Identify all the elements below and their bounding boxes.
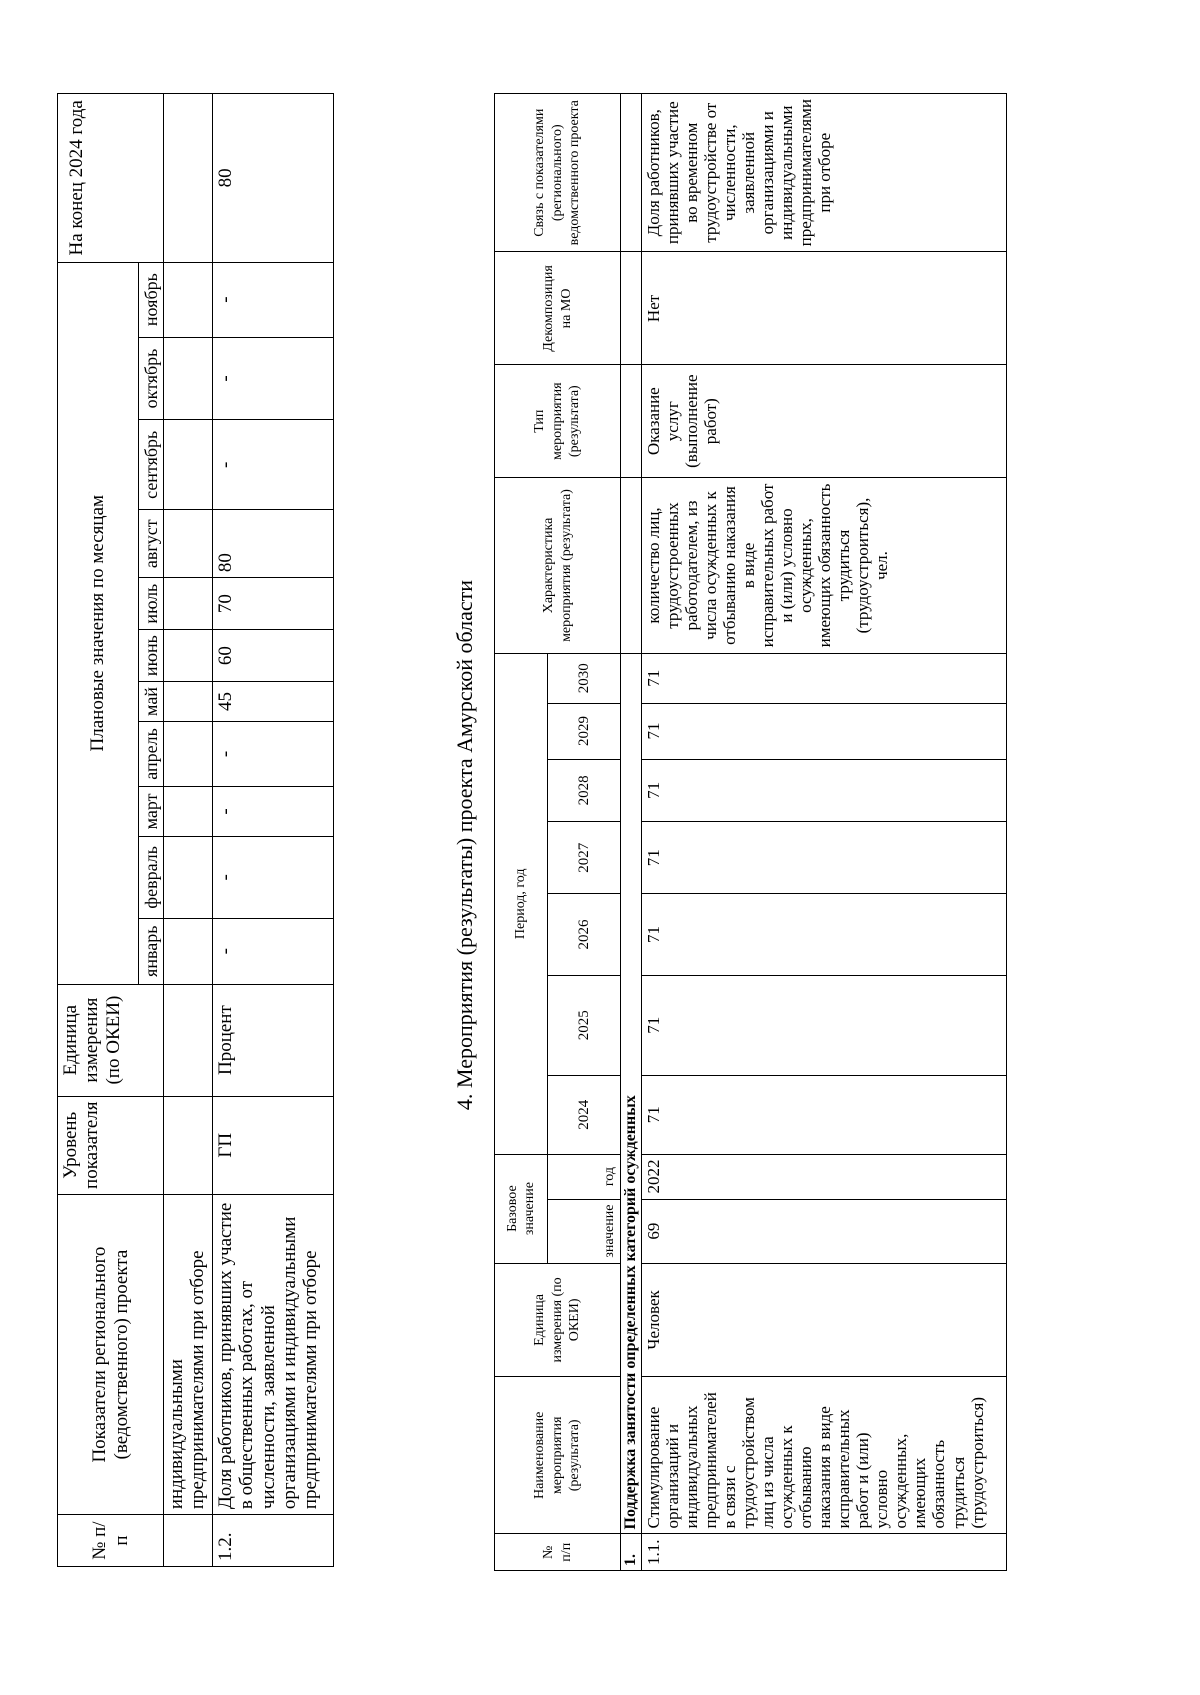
cell-level [164, 1096, 213, 1194]
header-month: ноябрь [139, 262, 164, 337]
cell-year-value: 71 [642, 759, 1007, 822]
header-year: 2026 [548, 894, 621, 975]
header-plan-months: Плановые значения по месяцам [58, 262, 139, 984]
cell-year-value: 71 [642, 654, 1007, 703]
header-month: март [139, 786, 164, 836]
cell-year-value: 71 [642, 703, 1007, 759]
cell-num [164, 1515, 213, 1567]
cell-characteristic: количество лиц, трудоустроенных работодателем, из числа осужденных к отбыванию наказания в виде исправительных работ и (или) условно осужденных, имеющих обязанность трудиться (трудоустроиться), чел. [642, 477, 1007, 653]
cell-month: 80 [213, 510, 334, 578]
cell-name: Стимулирование организаций и индивидуальных предпринимателей в связи с трудоустройством лиц из числа осужденных к отбыванию наказания в виде исправительных работ и (или) условно осужденных, имеющих обязанность трудиться (трудоустроиться) [642, 1377, 1007, 1534]
cell-type: Оказание услуг (выполнение работ) [642, 365, 1007, 477]
cell-month [164, 262, 213, 337]
header-indicator: Показатели регионального (ведомственного) проекта [58, 1194, 164, 1514]
section-title: 4. Мероприятия (результаты) проекта Амурской области [452, 579, 477, 1111]
cell-indicator: Доля работников, принявших участие в общественных работах, от численности, заявленной организациями и индивидуальными предпринимателями при отборе [213, 1194, 334, 1514]
measures-table [494, 93, 1007, 1571]
cell-year-value: 71 [642, 822, 1007, 894]
header-decomposition: Декомпозиция на МО [495, 252, 621, 365]
cell-month: - [213, 420, 334, 510]
table-row [213, 94, 334, 1567]
header-end-year: На конец 2024 года [58, 94, 164, 263]
header-year: 2030 [548, 654, 621, 703]
cell-month [164, 420, 213, 510]
header-year: 2027 [548, 822, 621, 894]
cell-decomposition: Нет [642, 252, 1007, 365]
header-year: 2024 [548, 1075, 621, 1154]
cell-month [164, 682, 213, 722]
cell-month [164, 630, 213, 682]
cell-base-year: 2022 [642, 1154, 1007, 1199]
header-unit: Единица измерения (по ОКЕИ) [58, 984, 164, 1096]
header-month: апрель [139, 721, 164, 786]
header-name: Наименование мероприятия (результата) [495, 1377, 621, 1534]
cell-month [164, 337, 213, 420]
cell-level: ГП [213, 1096, 334, 1194]
cell-month: - [213, 836, 334, 918]
cell-base-value: 69 [642, 1199, 1007, 1263]
cell-month [164, 786, 213, 836]
header-month: январь [139, 918, 164, 984]
cell-month: - [213, 262, 334, 337]
cell-end-year: 80 [213, 94, 334, 263]
header-base: Базовое значение [495, 1154, 548, 1263]
header-base-value: значение [548, 1199, 621, 1263]
cell-month: - [213, 721, 334, 786]
cell-num: 1.2. [213, 1515, 334, 1567]
cell-month: - [213, 337, 334, 420]
table-row [164, 94, 213, 1567]
header-unit: Единица измерения (по ОКЕИ) [495, 1263, 621, 1376]
cell-year-value: 71 [642, 1075, 1007, 1154]
header-num: № п/п [58, 1515, 164, 1567]
table-row [642, 94, 1007, 1571]
section-row [621, 94, 642, 1571]
header-characteristic: Характеристика мероприятия (результата) [495, 477, 621, 653]
cell-month: 70 [213, 578, 334, 630]
cell-month: - [213, 918, 334, 984]
indicators-table [57, 93, 334, 1567]
header-month: май [139, 682, 164, 722]
cell-year-value: 71 [642, 894, 1007, 975]
header-year: 2025 [548, 975, 621, 1075]
cell-link: Доля работников, принявших участие во временном трудоустройстве от численности, заявленной организациями и индивидуальными предпринимателями при отборе [642, 94, 1007, 252]
cell-month: 45 [213, 682, 334, 722]
header-month: сентябрь [139, 420, 164, 510]
cell-unit: Человек [642, 1263, 1007, 1376]
cell-month: - [213, 786, 334, 836]
section-label: Поддержка занятости определенных категорий осужденных [621, 654, 642, 1534]
cell-month [164, 578, 213, 630]
header-month: февраль [139, 836, 164, 918]
cell-unit [164, 984, 213, 1096]
cell-end-year [164, 94, 213, 263]
header-month: июнь [139, 630, 164, 682]
header-base-year: год [548, 1154, 621, 1199]
cell-month: 60 [213, 630, 334, 682]
section-num: 1. [621, 1534, 642, 1571]
header-month: август [139, 510, 164, 578]
header-num: № п/п [495, 1534, 621, 1571]
header-type: Тип мероприятия (результата) [495, 365, 621, 477]
cell-month [164, 836, 213, 918]
cell-month [164, 510, 213, 578]
header-year: 2029 [548, 703, 621, 759]
header-month: июль [139, 578, 164, 630]
cell-num: 1.1. [642, 1534, 1007, 1571]
cell-month [164, 721, 213, 786]
header-period: Период, год [495, 654, 548, 1154]
header-link: Связь с показателями (регионального) ведомственного проекта [495, 94, 621, 252]
header-month: октябрь [139, 337, 164, 420]
cell-month [164, 918, 213, 984]
header-level: Уровень показателя [58, 1096, 164, 1194]
header-year: 2028 [548, 759, 621, 822]
cell-unit: Процент [213, 984, 334, 1096]
cell-indicator: индивидуальными предпринимателями при отборе [164, 1194, 213, 1514]
cell-year-value: 71 [642, 975, 1007, 1075]
